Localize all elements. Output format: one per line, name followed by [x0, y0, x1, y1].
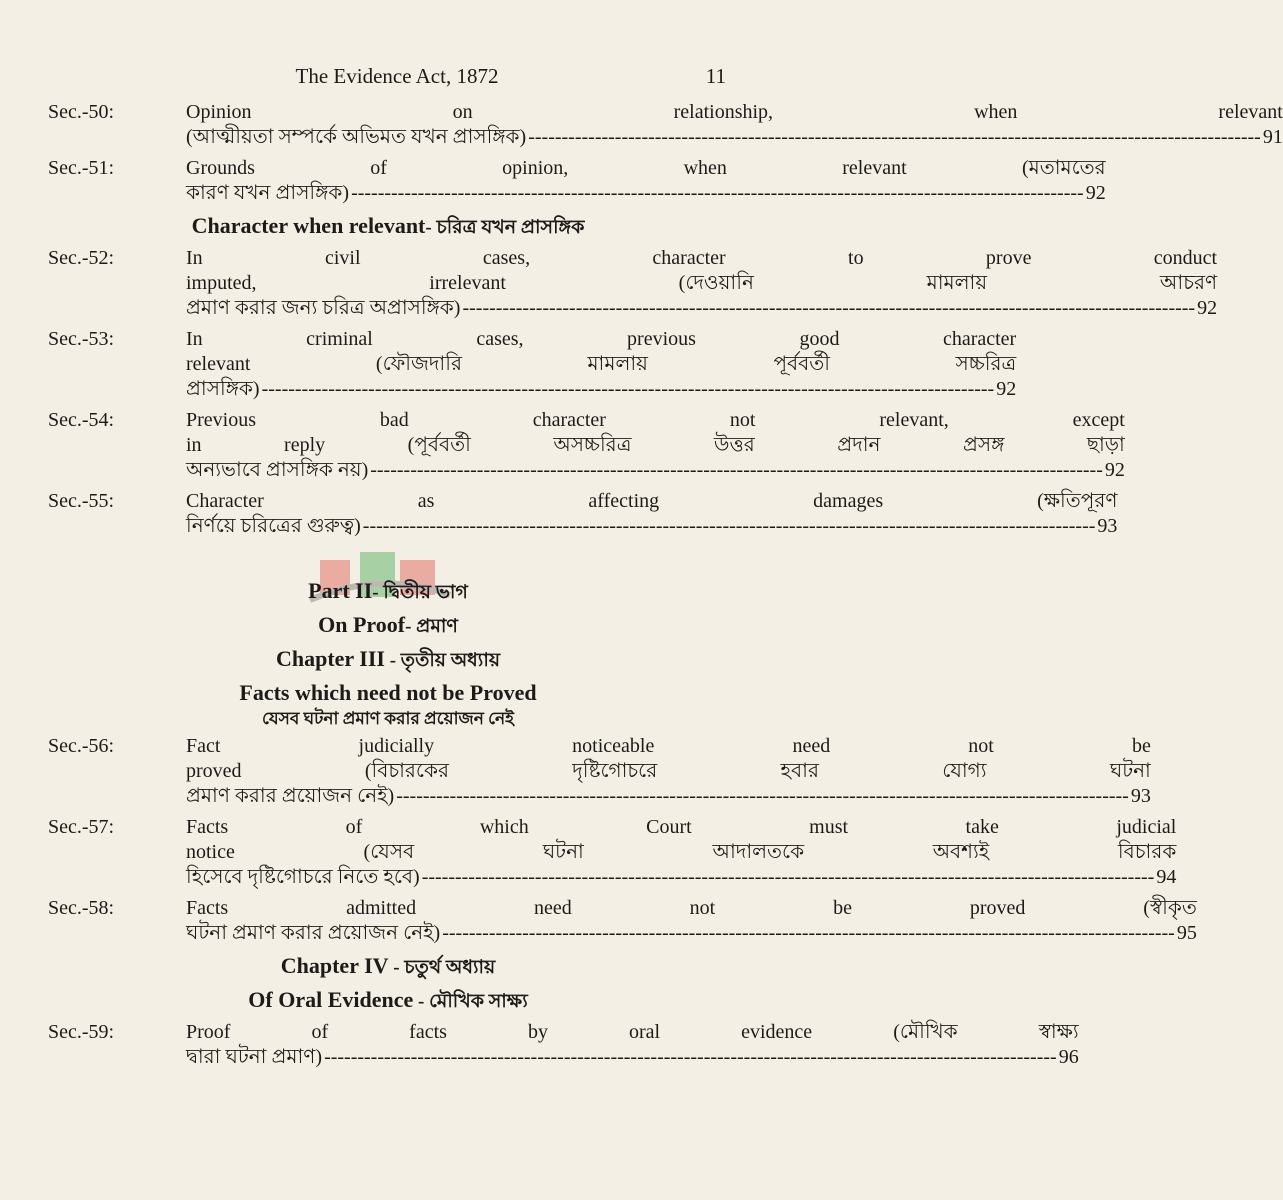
- table-of-contents: [48, 100, 1283, 1076]
- leader-dots: [442, 921, 1175, 946]
- description-line: Opinion on relationship, when relevant: [186, 101, 1283, 123]
- description-line: in reply (পূর্ববর্তী অসচ্চরিত্র উত্তর প্রদান প্রসঙ্গ ছাড়া: [186, 434, 1125, 456]
- leader-dots: [396, 784, 1129, 809]
- description-last-line: [186, 784, 1151, 809]
- proof-title-bengali: - প্রমাণ: [405, 616, 458, 637]
- chapter-title-bengali: - তৃতীয় অধ্যায়: [384, 650, 501, 671]
- facts-subheading: যেসব ঘটনা প্রমাণ করার প্রয়োজন নেই: [261, 709, 515, 728]
- description-text: প্রমাণ করার প্রয়োজন নেই): [186, 785, 395, 807]
- heading-title: Character when relevant: [191, 213, 426, 238]
- section-description: [186, 489, 1117, 539]
- chapter-four-heading: [48, 952, 728, 982]
- part-heading: [48, 577, 728, 607]
- section-number: Sec.-50:: [48, 101, 115, 123]
- section-description: [186, 408, 1125, 483]
- part-title-bengali: - দ্বিতীয় ভাগ: [372, 582, 468, 603]
- description-text: কারণ যখন প্রাসঙ্গিক): [186, 182, 350, 204]
- section-description: [186, 246, 1217, 321]
- page-reference: 92: [1197, 297, 1218, 319]
- description-line: Proof of facts by oral evidence (মৌখিক স্বাক্ষ্য: [186, 1021, 1079, 1043]
- section-number: Sec.-57:: [48, 816, 115, 838]
- section-heading-character: [48, 212, 728, 242]
- toc-entry-sec-56: [48, 734, 1151, 809]
- page-number: 11: [705, 64, 726, 88]
- description-line: Grounds of opinion, when relevant (মতামতের: [186, 157, 1106, 179]
- description-last-line: [186, 458, 1125, 483]
- description-line: Facts admitted need not be proved (স্বীকৃত: [186, 897, 1197, 919]
- section-description: [186, 815, 1176, 890]
- description-text: প্রমাণ করার জন্য চরিত্র অপ্রাসঙ্গিক): [186, 297, 461, 319]
- oral-evidence-heading: [48, 986, 728, 1016]
- chapter-title: Chapter IV: [280, 953, 389, 978]
- description-text: দ্বারা ঘটনা প্রমাণ): [186, 1046, 323, 1068]
- oral-title: Of Oral Evidence: [248, 987, 414, 1012]
- description-line: imputed, irrelevant (দেওয়ানি মামলায় আচরণ: [186, 272, 1218, 294]
- leader-dots: [351, 181, 1084, 206]
- page-reference: 91: [1262, 126, 1283, 148]
- chapter-title-bengali: - চতুর্থ অধ্যায়: [388, 957, 496, 978]
- section-description: [186, 1020, 1079, 1070]
- proof-heading: [48, 611, 728, 641]
- description-line: Facts of which Court must take judicial: [186, 816, 1177, 838]
- toc-entry-sec-54: [48, 408, 1125, 483]
- description-text: অন্যভাবে প্রাসঙ্গিক নয়): [186, 459, 369, 481]
- description-line: In civil cases, character to prove conduct: [186, 247, 1218, 269]
- section-description: [186, 100, 1283, 150]
- description-line: proved (বিচারকের দৃষ্টিগোচরে হবার যোগ্য ঘটনা: [186, 760, 1151, 782]
- heading-title-bengali: - চরিত্র যখন প্রাসঙ্গিক: [425, 217, 585, 238]
- running-header: [0, 62, 794, 92]
- description-text: প্রাসঙ্গিক): [186, 378, 260, 400]
- leader-dots: [462, 296, 1195, 321]
- section-number: Sec.-58:: [48, 897, 115, 919]
- description-last-line: [186, 921, 1197, 946]
- section-number: Sec.-59:: [48, 1021, 115, 1043]
- toc-entry-sec-58: [48, 896, 1197, 946]
- leader-dots: [262, 377, 995, 402]
- section-description: [186, 896, 1197, 946]
- description-last-line: [186, 514, 1117, 539]
- page-reference: 95: [1176, 922, 1197, 944]
- toc-entry-sec-50: [48, 100, 1283, 150]
- description-last-line: [186, 377, 1016, 402]
- section-description: [186, 734, 1151, 809]
- page-reference: 92: [1104, 459, 1125, 481]
- page-reference: 92: [996, 378, 1017, 400]
- facts-title: Facts which need not be Proved: [239, 680, 537, 705]
- section-number: Sec.-56:: [48, 735, 115, 757]
- proof-title: On Proof: [318, 612, 406, 637]
- page-reference: 92: [1085, 182, 1106, 204]
- description-text: নির্ণয়ে চরিত্রের গুরুত্ব): [186, 515, 361, 537]
- section-number: Sec.-52:: [48, 247, 115, 269]
- part-title: Part II: [308, 578, 373, 603]
- page-reference: 93: [1097, 515, 1118, 537]
- section-description: [186, 327, 1016, 402]
- description-line: Fact judicially noticeable need not be: [186, 735, 1151, 757]
- toc-entry-sec-55: [48, 489, 1118, 539]
- page-reference: 94: [1156, 866, 1177, 888]
- toc-entry-sec-51: [48, 156, 1106, 206]
- description-line: In criminal cases, previous good character: [186, 328, 1017, 350]
- description-text: ঘটনা প্রমাণ করার প্রয়োজন নেই): [186, 922, 441, 944]
- description-text: হিসেবে দৃষ্টিগোচরে নিতে হবে): [186, 866, 420, 888]
- chapter-title: Chapter III: [275, 646, 385, 671]
- description-line: Previous bad character not relevant, except: [186, 409, 1125, 431]
- description-last-line: [186, 181, 1106, 206]
- leader-dots: [324, 1045, 1057, 1070]
- toc-entry-sec-52: [48, 246, 1218, 321]
- section-number: Sec.-55:: [48, 490, 115, 512]
- description-line: notice (যেসব ঘটনা আদালতকে অবশ্যই বিচারক: [186, 841, 1177, 863]
- description-text: (আত্মীয়তা সম্পর্কে অভিমত যখন প্রাসঙ্গিক): [186, 126, 527, 148]
- section-number: Sec.-53:: [48, 328, 115, 350]
- leader-dots: [370, 458, 1103, 483]
- chapter-three-heading: [48, 645, 728, 675]
- page-reference: 93: [1130, 785, 1151, 807]
- section-number: Sec.-54:: [48, 409, 115, 431]
- description-last-line: [186, 865, 1176, 890]
- description-last-line: [186, 296, 1217, 321]
- description-line: Character as affecting damages (ক্ষতিপূরণ: [186, 490, 1118, 512]
- description-last-line: [186, 1045, 1079, 1070]
- running-title: The Evidence Act, 1872: [295, 64, 499, 88]
- description-line: relevant (ফৌজদারি মামলায় পূর্ববর্তী সচ্চরিত্র: [186, 353, 1017, 375]
- section-number: Sec.-51:: [48, 157, 115, 179]
- page-reference: 96: [1058, 1046, 1079, 1068]
- section-description: [186, 156, 1106, 206]
- leader-dots: [363, 514, 1096, 539]
- toc-entry-sec-57: [48, 815, 1177, 890]
- toc-entry-sec-53: [48, 327, 1017, 402]
- leader-dots: [528, 125, 1261, 150]
- leader-dots: [422, 865, 1155, 890]
- oral-title-bengali: - মৌখিক সাক্ষ্য: [413, 991, 528, 1012]
- toc-entry-sec-59: [48, 1020, 1079, 1070]
- description-last-line: [186, 125, 1283, 150]
- facts-heading: [48, 679, 728, 707]
